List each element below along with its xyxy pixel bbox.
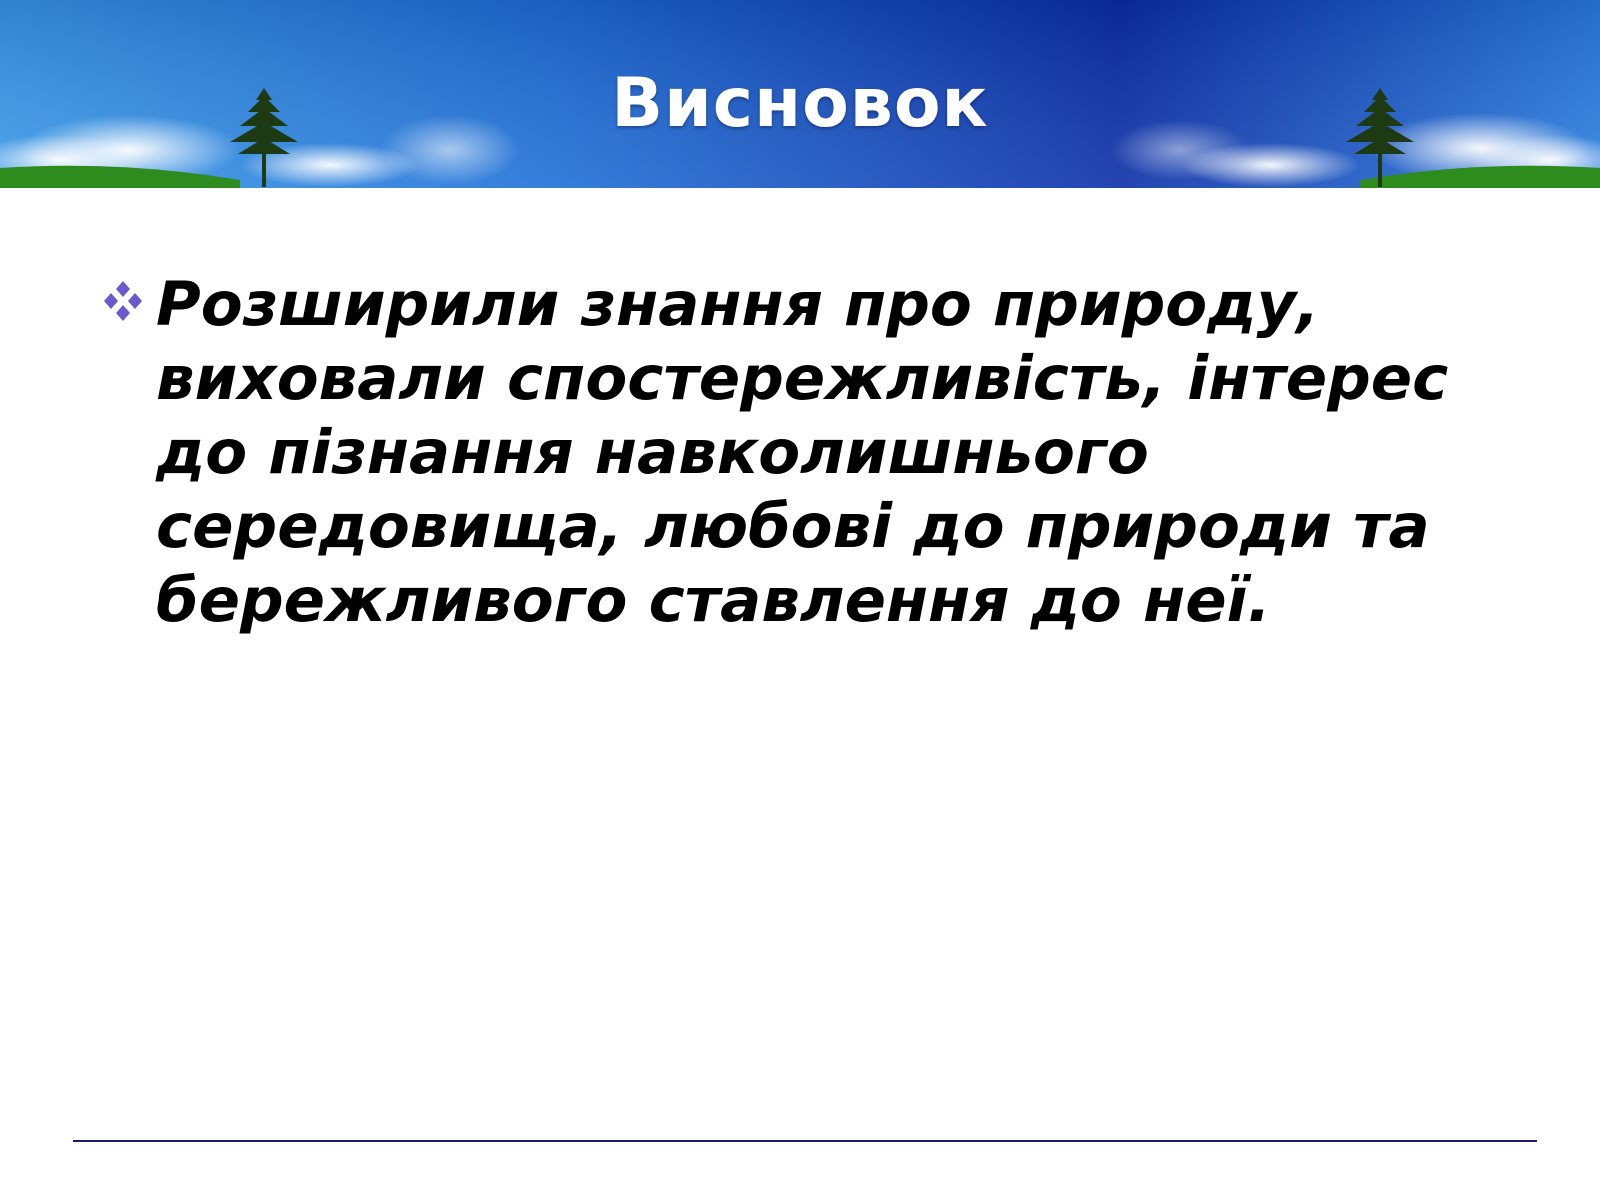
footer-divider (73, 1140, 1537, 1142)
header-banner (0, 0, 1600, 188)
four-diamonds-bullet-icon (100, 278, 146, 324)
bullet-item (100, 268, 1540, 638)
slide-title: Висновок (611, 64, 989, 143)
slide-content (100, 268, 1540, 638)
bullet-text: Розширили знання про природу, виховали спостережливість, інтерес до пізнання навколишнього середовища, любові до природи та бережливого ставлення до неї. (156, 269, 1449, 636)
